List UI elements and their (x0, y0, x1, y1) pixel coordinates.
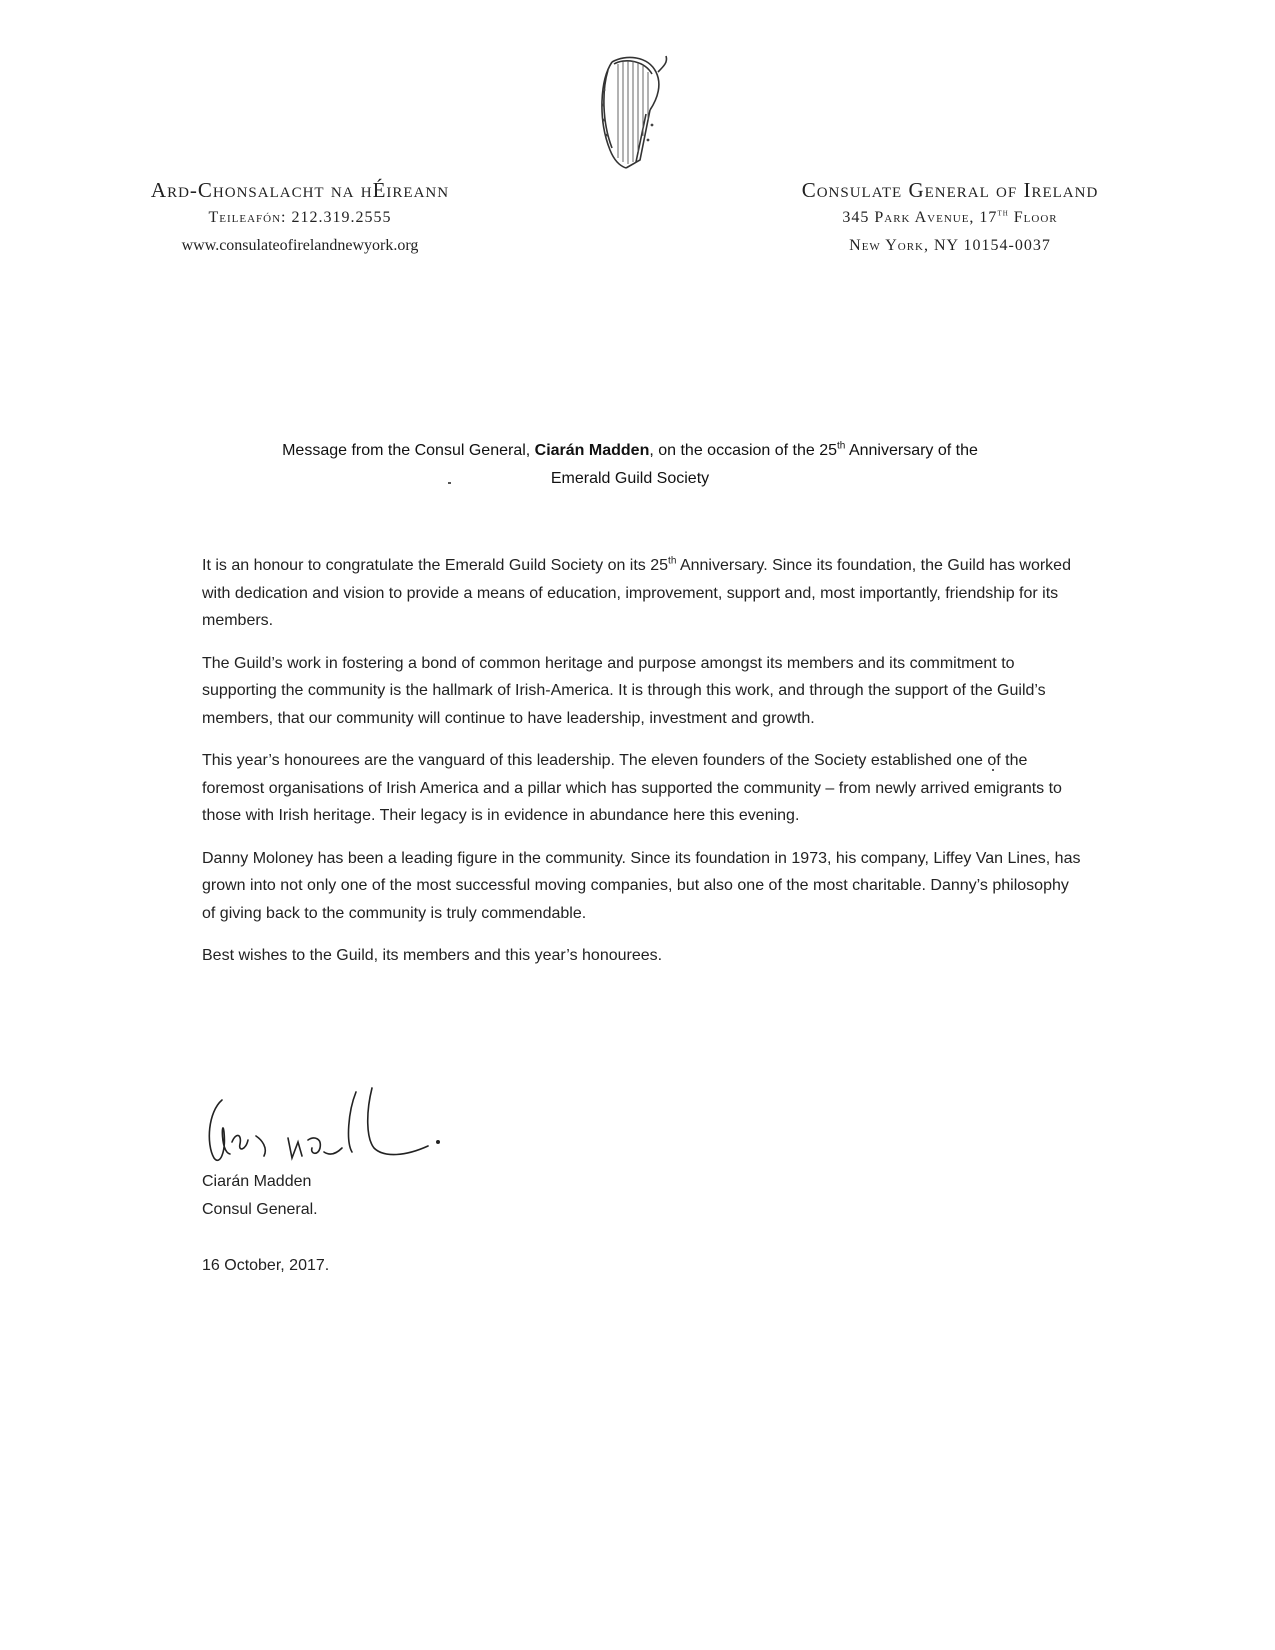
signatory-title: Consul General. (202, 1201, 318, 1218)
header-irish (60, 176, 540, 260)
consulate-name-english: Consulate General of Ireland (801, 178, 1099, 202)
consulate-name-irish: Ard-Chonsalacht na hÉireann (150, 178, 450, 202)
letter-date: 16 October, 2017. (202, 1257, 330, 1274)
paragraph-2: The Guild’s work in fostering a bond of common heritage and purpose amongst its members and its commitment to supporting the community is the hallmark of Irish-America. It is through this work, and through the support of the Guild’s members, that our community will continue to have leadership, investment and growth. (202, 654, 1046, 727)
consulate-website: www.consulateofirelandnewyork.org (181, 237, 419, 254)
paragraph-5: Best wishes to the Guild, its members and this year’s honourees. (202, 947, 663, 964)
paragraph-4: Danny Moloney has been a leading figure in the community. Since its foundation in 1973, his company, Liffey Van Lines, has grown into not only one of the most successful moving companies, but also one of the most charitable. Danny’s philosophy of giving back to the community is truly commendable. (202, 849, 1081, 922)
consulate-city: New York, NY 10154-0037 (849, 237, 1051, 254)
paragraph-3: This year’s honourees are the vanguard of this leadership. The eleven founders of the Society established one of the foremost organisations of Irish America and a pillar which has supported the community – from newly arrived emigrants to those with Irish heritage. Their legacy is in evidence in abundance here this evening. (202, 752, 1062, 824)
consulate-address: 345 Park Avenue, 17th Floor (842, 207, 1058, 226)
consulate-phone: Teileafón: 212.319.2555 (208, 209, 392, 226)
irish-harp-icon (592, 50, 674, 172)
signatory-name: Ciarán Madden (202, 1173, 312, 1190)
header-english (700, 176, 1200, 260)
letter-title: Message from the Consul General, Ciarán Madden, on the occasion of the 25th Anniversary of the Emerald Guild Society (282, 440, 978, 487)
letter-body (202, 552, 1082, 985)
paragraph-1: It is an honour to congratulate the Emerald Guild Society on its 25th Anniversary. Since its foundation, the Guild has worked with dedication and vision to provide a means of education, improvement, support and, most importantly, friendship for its members. (202, 555, 1071, 629)
